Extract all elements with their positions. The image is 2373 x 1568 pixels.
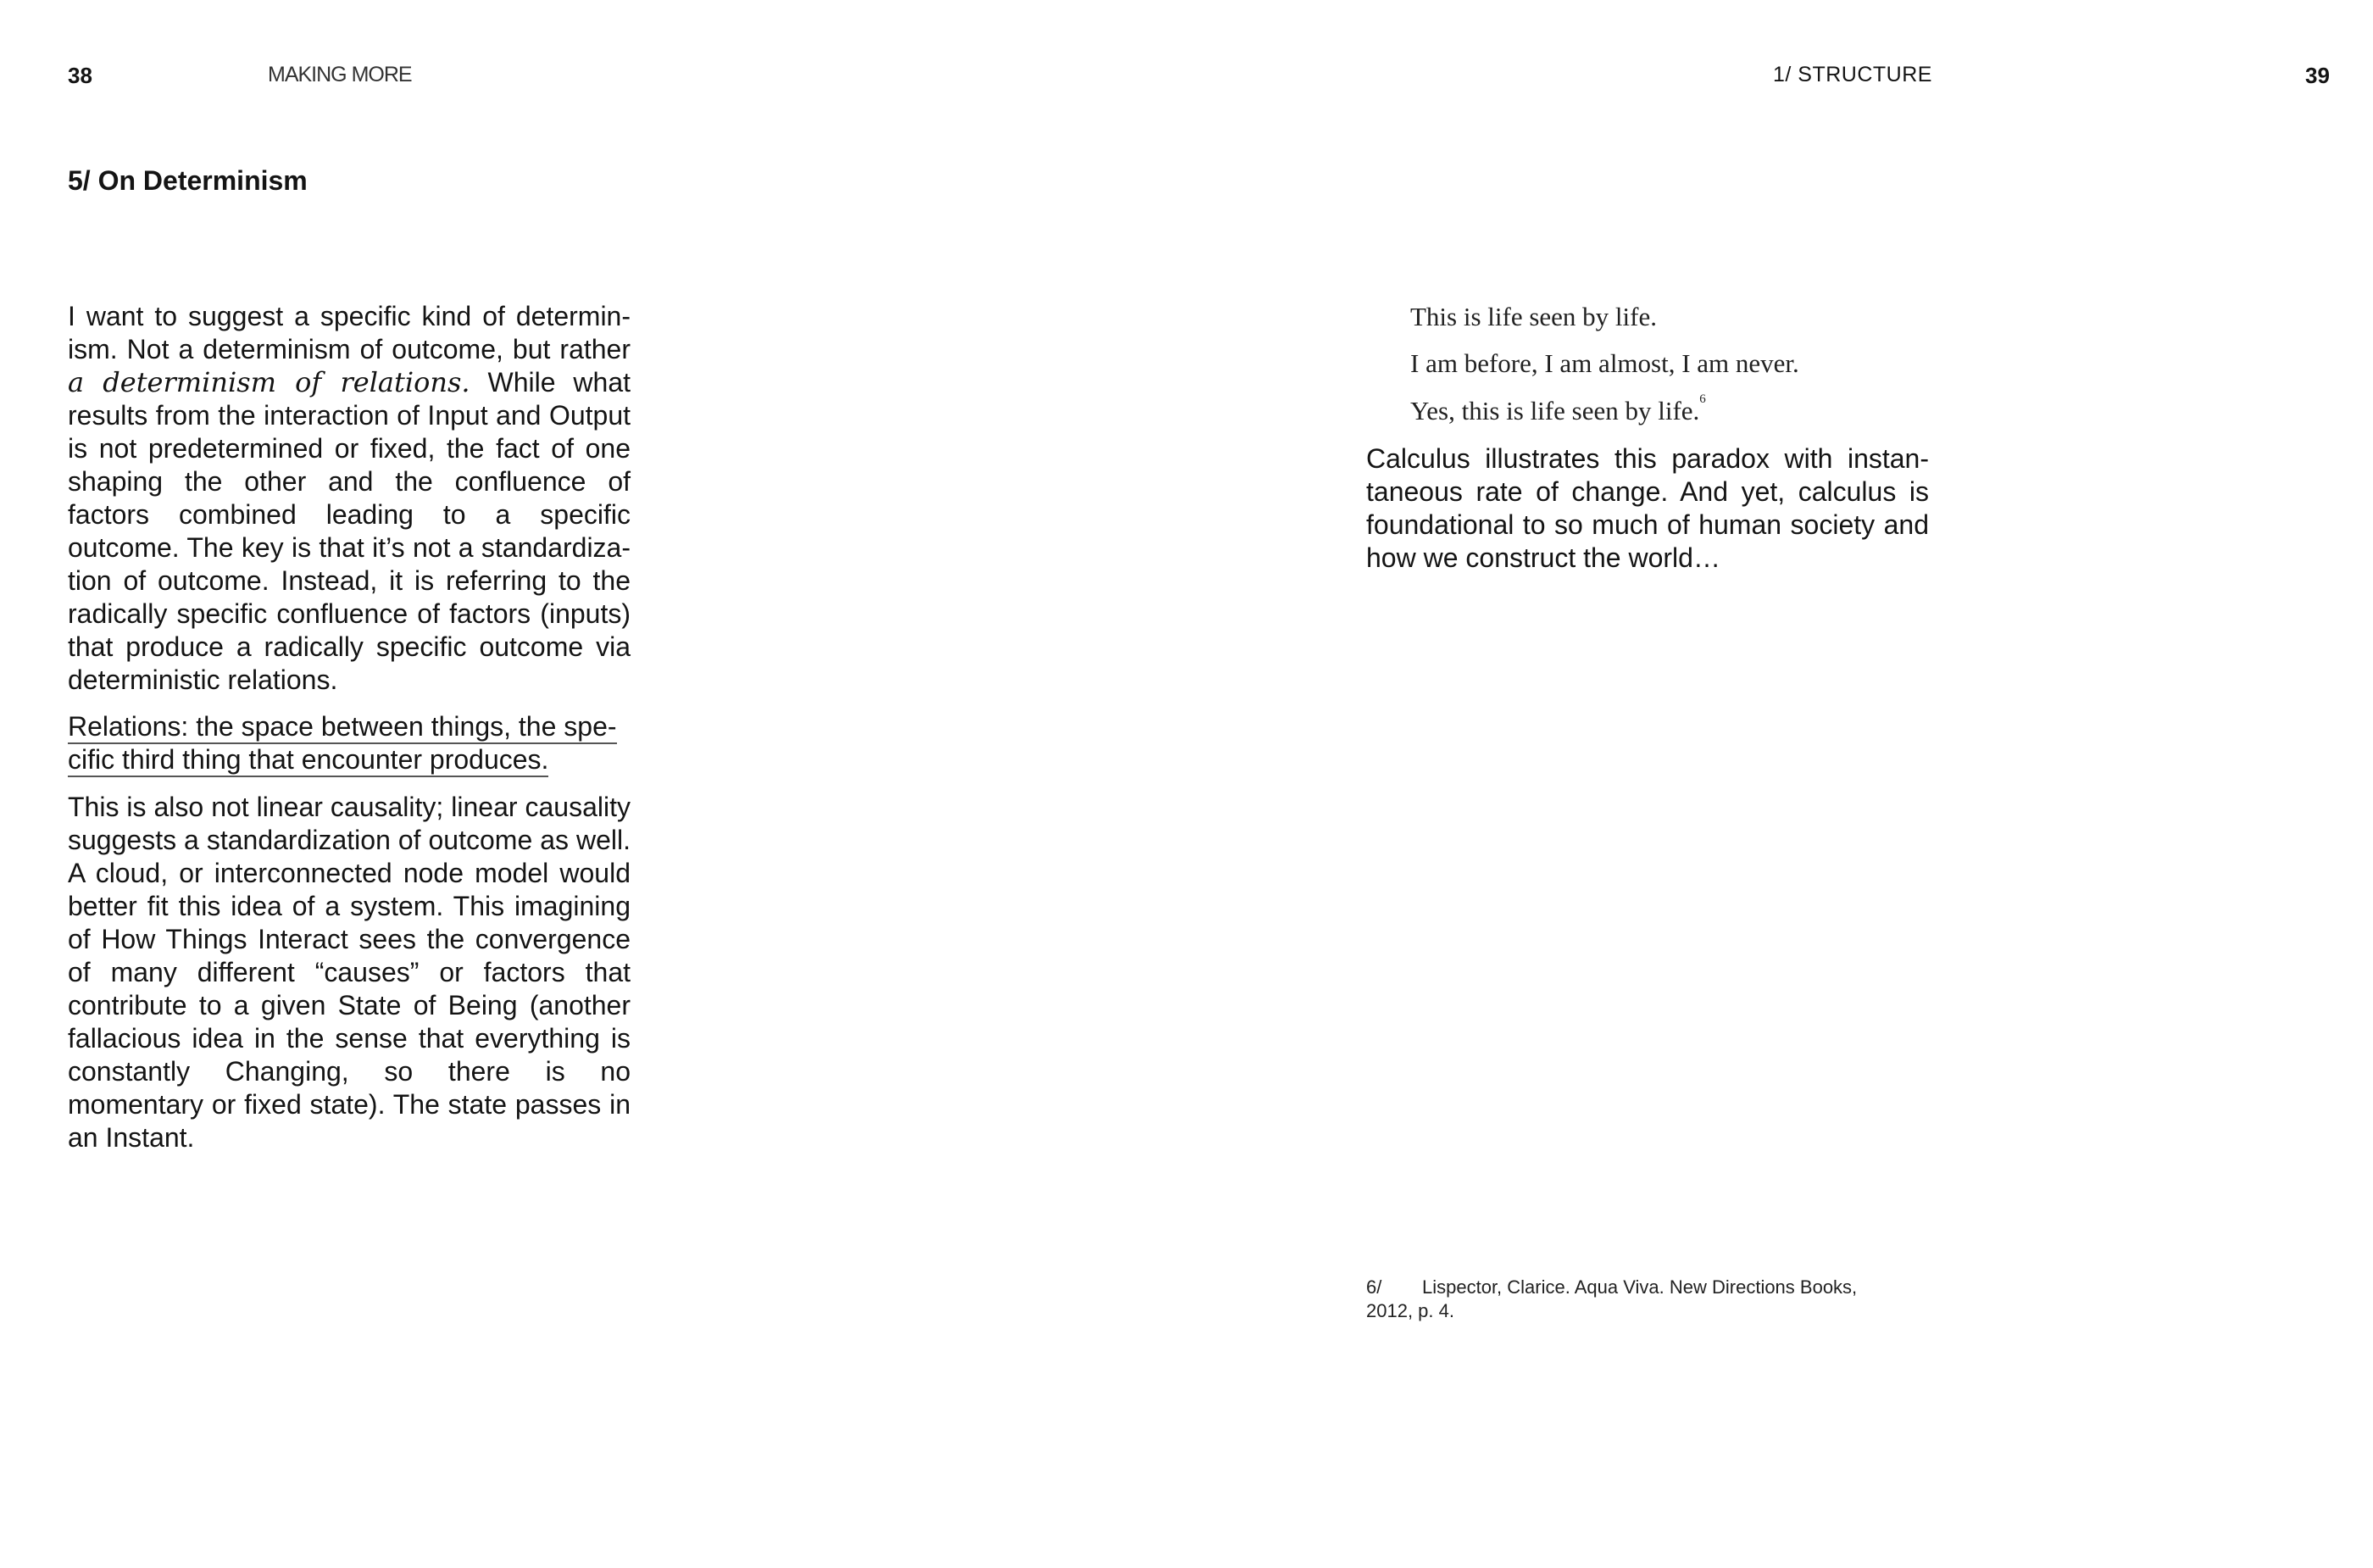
- running-head-right: 1/ STRUCTURE: [1773, 63, 1932, 86]
- section-title: 5/ On Determinism: [68, 165, 308, 196]
- quote-line-3: [1410, 392, 1706, 426]
- para-right-text: Calculus illustrates this paradox with instantaneous rate of change. And yet, calculus is foundational to so much of human society and how we construct the world…: [1366, 443, 1929, 573]
- page-number-left: 38: [68, 63, 92, 88]
- body-paragraph-3: [68, 791, 631, 1154]
- relations-line-2: cific third thing that encounter produces.: [68, 744, 548, 777]
- footnote-number: 6/: [1366, 1276, 1382, 1298]
- para1-text-end: While what results from the interaction of Input and Output is not predetermined or fixed, the fact of one shaping the other and the confluence of factors combined leading to a specific outcome. The key is that it’s not a standardization of outcome. Instead, it is referring to the radically specific confluence of factors (inputs) that produce a radically specific outcome via deterministic relations.: [68, 367, 631, 695]
- para3-text: This is also not linear causality; linear causality suggests a standardization of outcome as well. A cloud, or interconnected node model would better fit this idea of a system. This imagining of How Things Interact sees the convergence of many different “causes” or factors that contribute to a given State of Being (another fallacious idea in the sense that everything is constantly Changing, so there is no momentary or fixed state). The state passes in an Instant.: [68, 792, 631, 1153]
- page-number-right: 39: [2305, 63, 2330, 88]
- quote-line-2: I am before, I am almost, I am never.: [1410, 348, 1799, 378]
- relations-definition: [68, 710, 631, 776]
- relations-line-1: Relations: the space between things, the spe-: [68, 711, 617, 744]
- quote-line-3-text: Yes, this is life seen by life.: [1410, 396, 1700, 425]
- footnote-text-1: Lispector, Clarice. Aqua Viva. New Directions Books,: [1422, 1276, 1858, 1298]
- para1-emphasis: a determinism of relations.: [68, 366, 470, 398]
- body-paragraph-1: [68, 300, 631, 697]
- footnote-marker: 6: [1699, 392, 1706, 406]
- footnote-text-2: 2012, p. 4.: [1366, 1300, 1454, 1321]
- quote-line-1: This is life seen by life.: [1410, 302, 1657, 331]
- para1-text-start: I want to suggest a specific kind of determinism. Not a determinism of outcome, but rather: [68, 301, 631, 364]
- footnote: [1366, 1276, 1959, 1323]
- body-paragraph-right: [1366, 442, 1929, 575]
- running-head-left: MAKING MORE: [268, 63, 412, 86]
